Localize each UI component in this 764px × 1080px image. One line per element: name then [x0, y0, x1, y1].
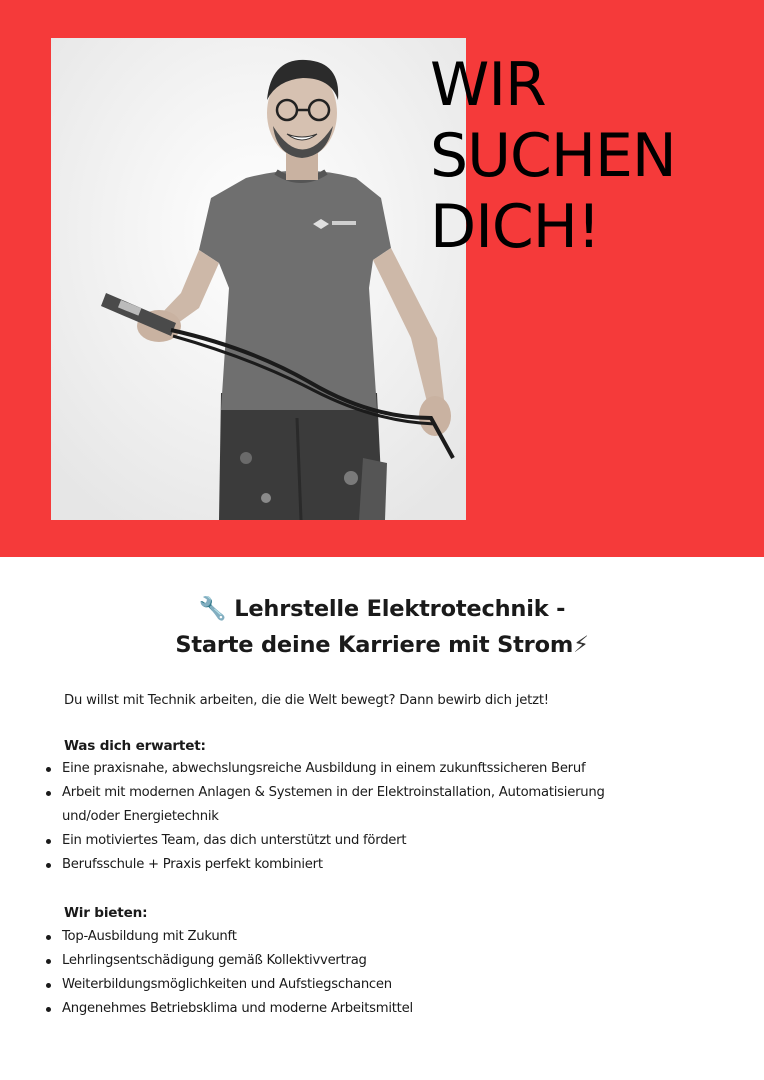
job-title-line-1 — [0, 591, 764, 627]
worker-illustration — [51, 38, 466, 520]
list-item: Weiterbildungsmöglichkeiten und Aufstiegschancen — [44, 973, 634, 997]
wrench-icon: 🔧 — [198, 596, 227, 622]
headline-line: WIR — [430, 50, 546, 120]
job-title — [0, 591, 764, 663]
job-title-text-1: Lehrstelle Elektrotechnik - — [234, 596, 566, 622]
job-title-line-2 — [0, 627, 764, 663]
offer-list — [44, 925, 634, 1021]
intro-text: Du willst mit Technik arbeiten, die die Welt bewegt? Dann bewirb dich jetzt! — [64, 693, 549, 708]
list-item: Berufsschule + Praxis perfekt kombiniert — [44, 853, 634, 877]
offer-heading: Wir bieten: — [64, 905, 148, 921]
headline-line: SUCHEN — [430, 121, 676, 191]
worker-photo — [51, 38, 466, 520]
list-item: Ein motiviertes Team, das dich unterstützt und fördert — [44, 829, 634, 853]
list-item: Top-Ausbildung mit Zukunft — [44, 925, 634, 949]
list-item: Eine praxisnahe, abwechslungsreiche Ausbildung in einem zukunftssicheren Beruf — [44, 757, 634, 781]
list-item: Angenehmes Betriebsklima und moderne Arbeitsmittel — [44, 997, 634, 1021]
expect-list — [44, 757, 634, 877]
headline — [430, 50, 676, 263]
headline-line: DICH! — [430, 192, 600, 262]
expect-heading: Was dich erwartet: — [64, 738, 206, 754]
list-item: Lehrlingsentschädigung gemäß Kollektivvertrag — [44, 949, 634, 973]
job-title-text-2: Starte deine Karriere mit Strom — [175, 632, 574, 658]
list-item: Arbeit mit modernen Anlagen & Systemen in der Elektroinstallation, Automatisierung und/oder Energietechnik — [44, 781, 634, 829]
lightning-icon: ⚡ — [573, 632, 589, 658]
